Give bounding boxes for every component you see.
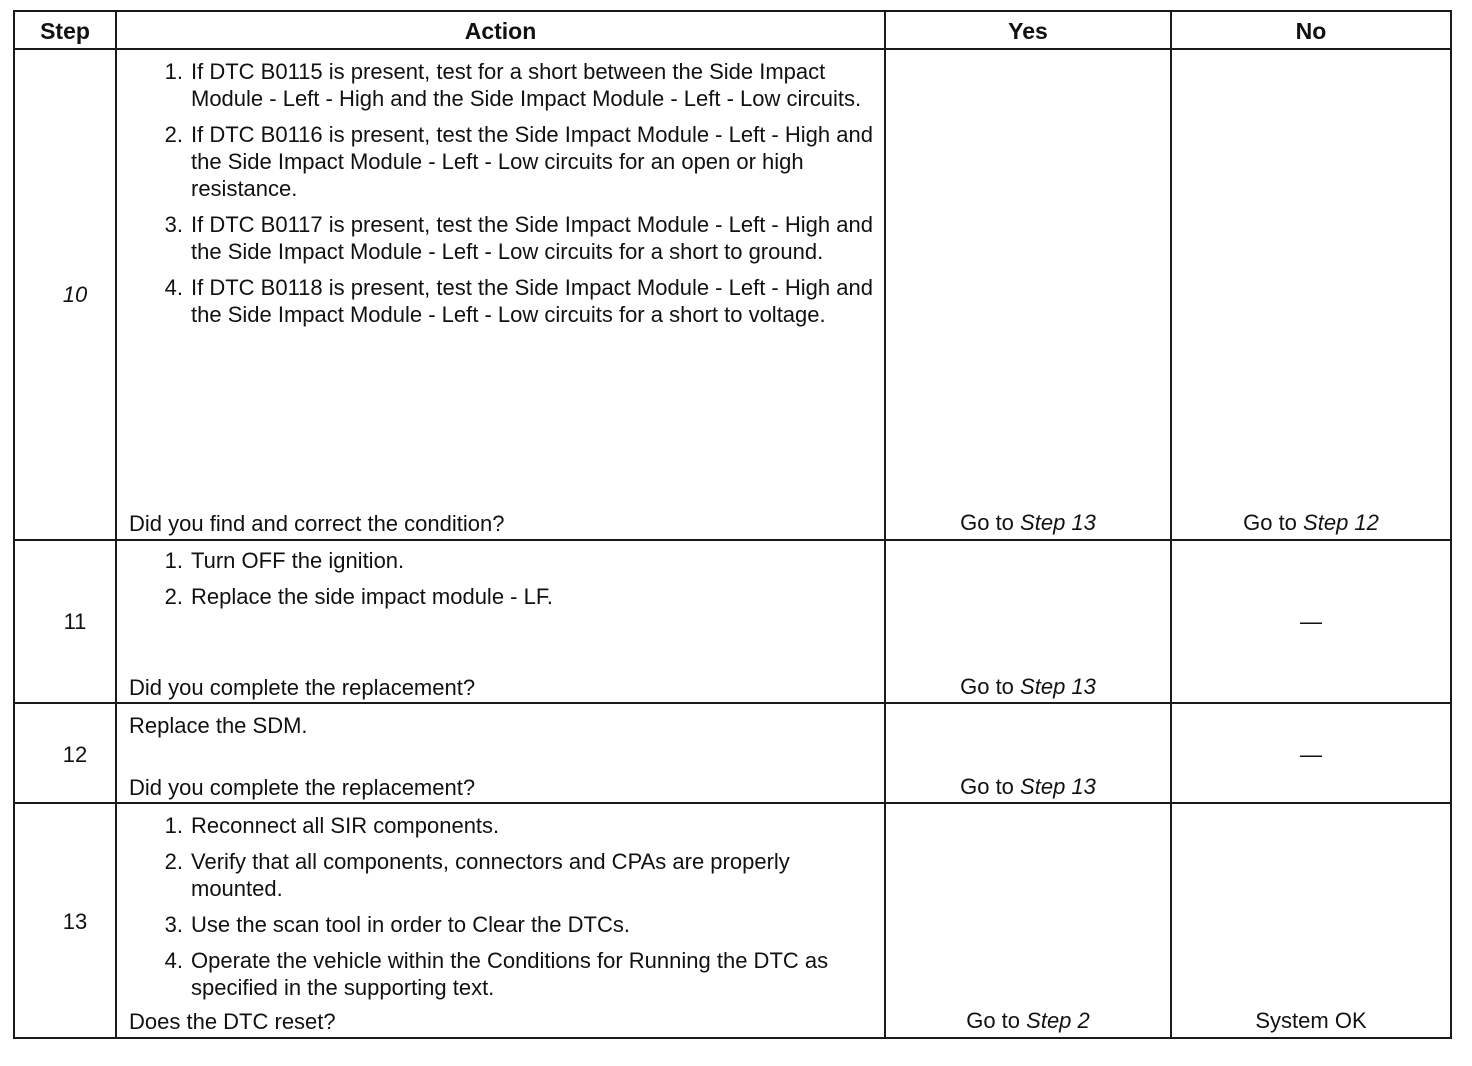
list-item: 4. If DTC B0118 is present, test the Side Impact Module - Left - High and the Side Impact Module - Left - Low circuits for a short to voltage. [164, 275, 873, 327]
action-text: Replace the SDM. [129, 713, 308, 738]
no-dash: — [1300, 742, 1322, 767]
yes-goto: Go to Step 13 [960, 674, 1096, 699]
header-yes: Yes [1008, 18, 1048, 44]
list-item: 1. Turn OFF the ignition. [164, 548, 405, 573]
action-list [133, 547, 878, 619]
question-text: Did you complete the replacement? [129, 775, 476, 800]
question-text: Does the DTC reset? [129, 1009, 336, 1034]
yes-goto: Go to Step 13 [960, 774, 1096, 799]
header-no: No [1295, 18, 1327, 44]
list-item: 2. Replace the side impact module - LF. [164, 584, 553, 609]
step-number: 12 [62, 742, 88, 767]
action-list [133, 812, 878, 1010]
step-number: 13 [62, 909, 88, 934]
question-text: Did you find and correct the condition? [129, 511, 505, 536]
action-list [133, 58, 878, 337]
row-divider [15, 802, 1450, 804]
list-item: 2. Verify that all components, connectors and CPAs are properly mounted. [164, 849, 790, 901]
no-goto: Go to Step 12 [1243, 510, 1379, 535]
yes-goto: Go to Step 13 [960, 510, 1096, 535]
column-divider [115, 12, 117, 1037]
list-item: 2. If DTC B0116 is present, test the Side Impact Module - Left - High and the Side Impact Module - Left - Low circuits for an open or high resistance. [164, 122, 873, 201]
no-dash: — [1300, 609, 1322, 634]
header-action: Action [464, 18, 537, 44]
list-item: 3. If DTC B0117 is present, test the Side Impact Module - Left - High and the Side Impact Module - Left - Low circuits for a short to ground. [164, 212, 873, 264]
row-divider [15, 539, 1450, 541]
yes-goto: Go to Step 2 [966, 1008, 1090, 1033]
header-step: Step [40, 18, 90, 44]
question-text: Did you complete the replacement? [129, 675, 476, 700]
list-item: 1. Reconnect all SIR components. [164, 813, 500, 838]
list-item: 3. Use the scan tool in order to Clear the DTCs. [164, 912, 630, 937]
no-result: System OK [1255, 1008, 1367, 1033]
list-item: 4. Operate the vehicle within the Conditions for Running the DTC as specified in the supporting text. [164, 948, 829, 1000]
step-number: 10 [62, 282, 88, 307]
diagnostic-table [13, 10, 1452, 1039]
row-divider [15, 702, 1450, 704]
step-number: 11 [63, 609, 87, 634]
list-item: 1. If DTC B0115 is present, test for a short between the Side Impact Module - Left - High and the Side Impact Module - Left - Low circuits. [164, 59, 862, 111]
